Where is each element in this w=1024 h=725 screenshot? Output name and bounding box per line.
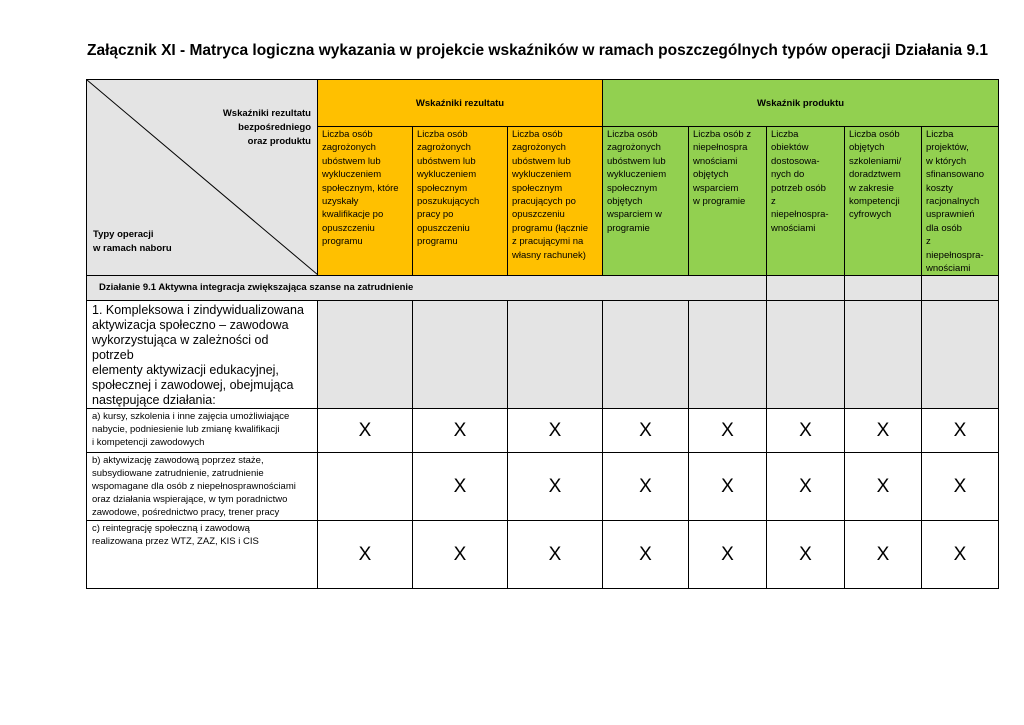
corner-indicators-label: Wskaźniki rezultatu bezpośredniego oraz produktu — [222, 108, 311, 147]
product-indicators-header: Wskaźnik produktu — [603, 80, 999, 127]
indicator-mark: X — [603, 453, 689, 521]
indicator-mark: X — [767, 409, 845, 453]
indicator-mark: X — [845, 521, 922, 589]
indicator-header-4: Liczba osób zagrożonych ubóstwem lub wykluczeniem społecznym objętych wsparciem w programie — [603, 127, 689, 276]
empty-cell — [413, 301, 508, 409]
indicator-mark: X — [845, 453, 922, 521]
operation-type-a: a) kursy, szkolenia i inne zajęcia umożliwiające nabycie, podniesienie lub zmianę kwalifikacji i kompetencji zawodowych — [87, 409, 318, 453]
indicator-mark: X — [508, 521, 603, 589]
indicator-mark: X — [508, 453, 603, 521]
corner-operation-types-label: Typy operacji w ramach naboru — [93, 229, 172, 254]
indicator-mark: X — [413, 453, 508, 521]
indicator-header-1: Liczba osób zagrożonych ubóstwem lub wykluczeniem społecznym, które uzyskały kwalifikacje po opuszczeniu programu — [318, 127, 413, 276]
indicator-header-2: Liczba osób zagrożonych ubóstwem lub wykluczeniem społecznym poszukujących pracy po opuszczeniu programu — [413, 127, 508, 276]
empty-cell — [603, 301, 689, 409]
empty-cell — [508, 301, 603, 409]
indicator-mark: X — [603, 521, 689, 589]
indicator-mark: X — [689, 409, 767, 453]
indicator-mark: X — [603, 409, 689, 453]
indicator-mark: X — [767, 521, 845, 589]
section-header: Działanie 9.1 Aktywna integracja zwiększająca szanse na zatrudnienie — [87, 276, 767, 301]
indicator-mark: X — [767, 453, 845, 521]
header-corner-cell — [87, 80, 318, 276]
empty-cell — [767, 301, 845, 409]
empty-cell — [689, 301, 767, 409]
indicator-mark: X — [318, 409, 413, 453]
section-cell — [845, 276, 922, 301]
indicator-header-3: Liczba osób zagrożonych ubóstwem lub wykluczeniem społecznym pracujących po opuszczeniu programu (łącznie z pracującymi na własny rachunek) — [508, 127, 603, 276]
indicator-mark — [318, 453, 413, 521]
indicator-header-6: Liczba obiektów dostosowa- nych do potrzeb osób z niepełnospra- wnościami — [767, 127, 845, 276]
indicator-mark: X — [689, 453, 767, 521]
indicator-header-7: Liczba osób objętych szkoleniami/ doradztwem w zakresie kompetencji cyfrowych — [845, 127, 922, 276]
operation-type-main: 1. Kompleksowa i zindywidualizowana aktywizacja społeczno – zawodowa wykorzystująca w zależności od potrzeb elementy aktywizacji edukacyjnej, społecznej i zawodowej, obejmująca następujące działania: — [87, 301, 318, 409]
indicator-mark: X — [922, 521, 999, 589]
section-cell — [922, 276, 999, 301]
indicator-mark: X — [922, 409, 999, 453]
indicator-mark: X — [318, 521, 413, 589]
indicator-mark: X — [413, 409, 508, 453]
indicator-mark: X — [508, 409, 603, 453]
indicator-mark: X — [922, 453, 999, 521]
operation-type-c: c) reintegrację społeczną i zawodową realizowana przez WTZ, ZAZ, KIS i CIS — [87, 521, 318, 589]
indicator-mark: X — [845, 409, 922, 453]
section-cell — [767, 276, 845, 301]
document-title: Załącznik XI - Matryca logiczna wykazania w projekcie wskaźników w ramach poszczególnych typów operacji Działania 9.1 — [87, 42, 989, 59]
indicator-header-8: Liczba projektów, w których sfinansowano koszty racjonalnych usprawnień dla osób z niepełnospra- wnościami — [922, 127, 999, 276]
operation-type-b: b) aktywizację zawodową poprzez staże, subsydiowane zatrudnienie, zatrudnienie wspomagane dla osób z niepełnosprawnościami oraz działania wspierające, w tym poradnictwo zawodowe, pośrednictwo pracy, trener pracy — [87, 453, 318, 521]
logic-matrix-table — [86, 79, 999, 589]
indicator-mark: X — [689, 521, 767, 589]
empty-cell — [318, 301, 413, 409]
indicator-mark: X — [413, 521, 508, 589]
empty-cell — [922, 301, 999, 409]
empty-cell — [845, 301, 922, 409]
indicator-header-5: Liczba osób z niepełnospra wnościami objętych wsparciem w programie — [689, 127, 767, 276]
result-indicators-header: Wskaźniki rezultatu — [318, 80, 603, 127]
